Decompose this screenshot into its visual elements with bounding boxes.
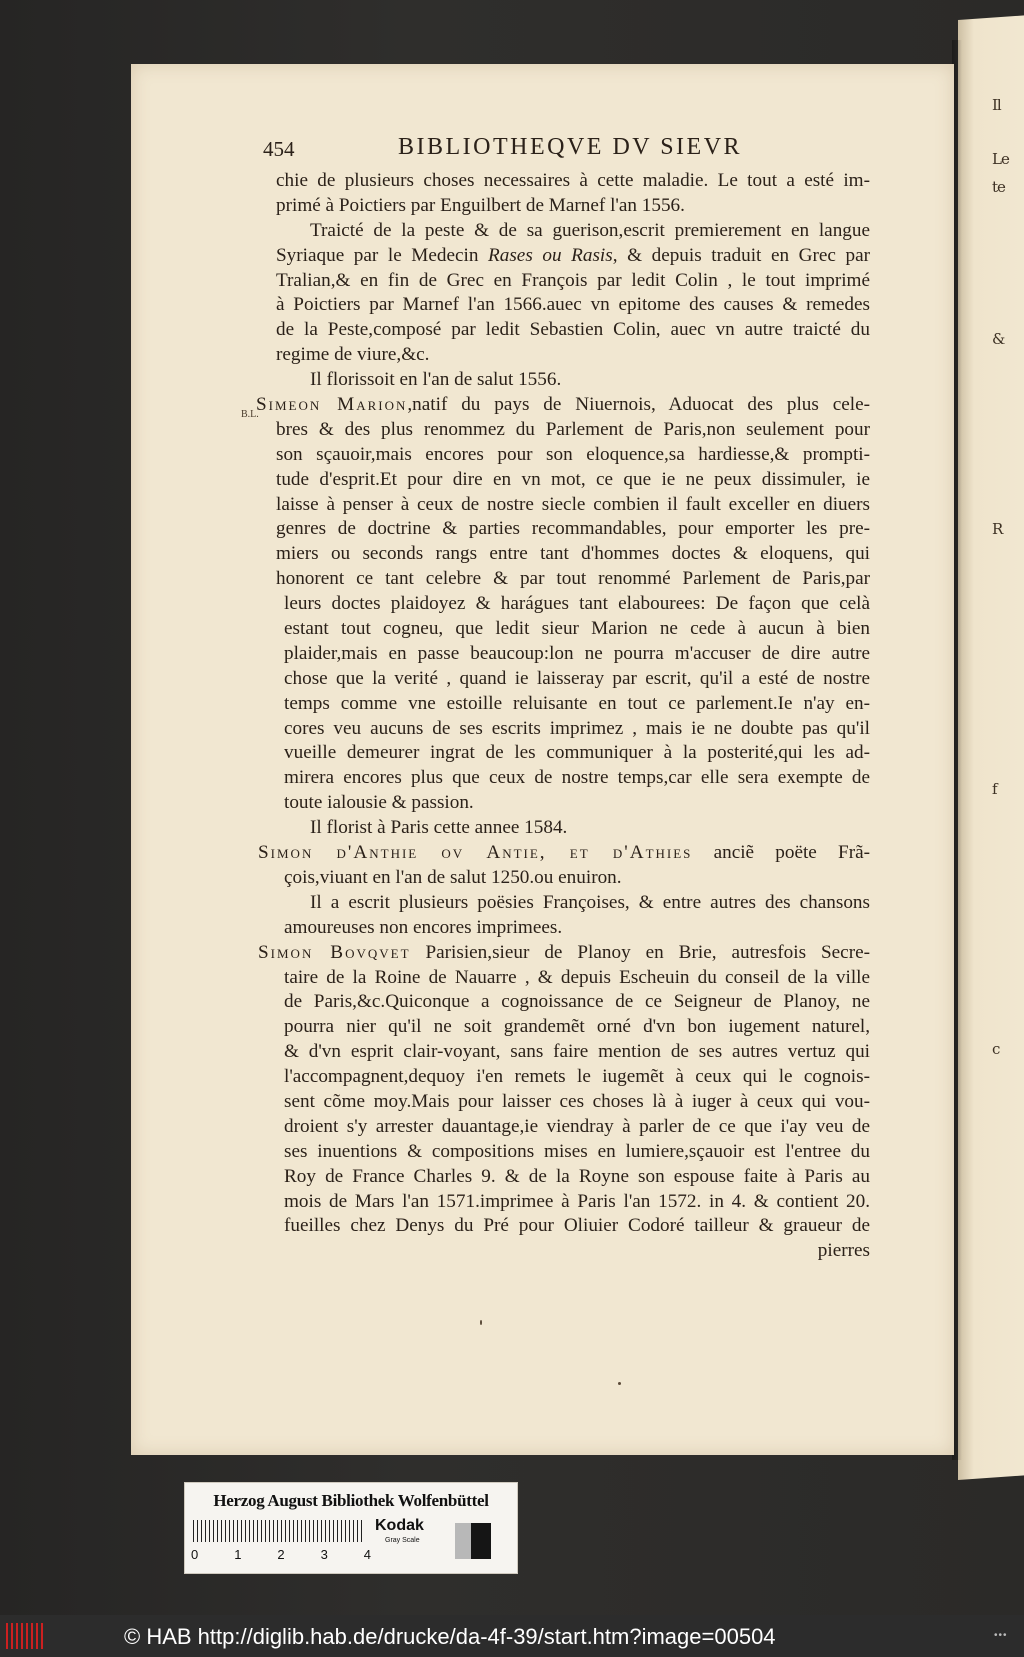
ruler-number: 0 (191, 1547, 199, 1562)
library-label-title: Herzog August Bibliothek Wolfenbüttel (213, 1491, 489, 1510)
gray-swatch (455, 1523, 471, 1559)
text-line: mirera encores plus que ceux de nostre temps,car elle sera exempte de (284, 767, 870, 789)
ruler-number: 3 (320, 1547, 328, 1562)
text-line: l'accompagnent,dequoy i'en remets le iugemẽt à ceux qui le cognois- (284, 1066, 870, 1088)
gray-scale-caption: Gray Scale (385, 1537, 420, 1544)
footer-link[interactable]: © HAB http://diglib.hab.de/drucke/da-4f-39/start.htm?image=00504 (124, 1624, 776, 1649)
text-line: tude d'esprit.Et pour dire en vn mot, ce que ie ne peux dissimuler, ie (276, 468, 870, 490)
text-line: cores veu aucuns de ses escrits imprimez , mais ie ne doubte pas qu'il (284, 717, 870, 739)
page-text (256, 169, 870, 1264)
text-line: de Paris,&c.Quiconque a cognoissance de ce Seigneur de Planoy, ne (284, 991, 870, 1013)
text-line: regime de viure,&c. (276, 344, 430, 366)
text-line: genres de doctrine & parties recommandables, pour emporter les pre- (276, 518, 870, 540)
text-line: Roy de France Charles 9. & de la Royne son espouse faite à Paris au (284, 1165, 870, 1187)
text-line: sent cõme moy.Mais pour laisser ces choses là à iuger à ceux qui vou- (284, 1090, 870, 1112)
text-line: Il florist à Paris cette annee 1584. (310, 817, 568, 839)
footer-bar (0, 1615, 1024, 1657)
entry-name: Simon d'Anthie ov Antie, et d'Athies (258, 842, 693, 864)
text-line: Syriaque par le Medecin Rases ou Rasis, & depuis traduit en Grec par (276, 244, 870, 266)
facing-page-fragment: Le (992, 150, 1009, 168)
text-line: laisse à penser à ceux de nostre siecle combien il fault exceller en diuers (276, 493, 870, 515)
text-line: estant tout cogneu, que ledit sieur Marion ne cede à aucun à bien (284, 618, 870, 640)
text-line: fueilles chez Denys du Pré pour Oliuier Codoré tailleur & graueur de (284, 1215, 870, 1237)
text-line: bres & des plus renommez du Parlement de Paris,non seulement pour (276, 418, 870, 440)
text-line: temps comme vne estoille reluisante en tout ce parlement.Ie n'ay en- (284, 692, 870, 714)
scale-ruler (193, 1520, 365, 1542)
text-line: Traicté de la peste & de sa guerison,escrit premierement en langue (310, 219, 870, 241)
entry-name: Simon Bovqvet (258, 941, 411, 963)
text-line: chose que la verité , quand ie laisseray par escrit, qu'il a esté de nostre (284, 667, 870, 689)
paper-speck (480, 1320, 482, 1325)
text-line: son sçauoir,mais encores pour son eloquence,sa hardiesse,& prompti- (276, 443, 870, 465)
entry-heading-line: Simon Bovqvet Parisien,sieur de Planoy en Brie, autresfois Secre- (258, 941, 870, 963)
facing-page-fragment: f (992, 780, 997, 798)
page-number: 454 (263, 137, 295, 161)
catchword: pierres (817, 1240, 870, 1262)
text-line: mois de Mars l'an 1571.imprimee à Paris l'an 1572. in 4. & contient 20. (284, 1190, 870, 1212)
facing-page-fragment: & (992, 330, 1005, 348)
running-head: BIBLIOTHEQVE DV SIEVR (398, 134, 743, 160)
text-line: ses inuentions & compositions mises en lumiere,sçauoir est l'entree du (284, 1140, 870, 1162)
facing-page-fragment: c (992, 1040, 1000, 1058)
text-line: honorent ce tant celebre & par tout renommé Parlement de Paris,par (276, 568, 870, 590)
entry-heading-line: Simon d'Anthie ov Antie, et d'Athies anciẽ poëte Frã- (258, 842, 870, 864)
black-swatch (471, 1523, 491, 1559)
facing-page-fragment: R (992, 520, 1003, 538)
text-line: leurs doctes plaidoyez & harágues tant elabourees: De façon que celà (284, 593, 870, 615)
hab-logo-icon (6, 1623, 46, 1649)
text-line: Il florissoit en l'an de salut 1556. (310, 369, 562, 391)
text-line: primé à Poictiers par Enguilbert de Marnef l'an 1556. (276, 194, 685, 216)
paper-speck (618, 1382, 621, 1385)
facing-page-edge (958, 14, 1024, 1480)
text-line: taire de la Roine de Nauarre , & depuis Escheuin du conseil de la ville (284, 966, 870, 988)
text-line: chie de plusieurs choses necessaires à cette maladie. Le tout a esté im- (276, 170, 870, 191)
ruler-numbers (191, 1547, 371, 1562)
footer-dots: ••• (994, 1630, 1008, 1641)
entry-name: Simeon Marion (256, 394, 408, 416)
text-line: à Poictiers par Marnef l'an 1566.auec vn epitome des causes & remedes (276, 294, 870, 316)
text-line: plaider,mais en passe beaucoup:lon ne pourra m'accuser de dire autre (284, 642, 870, 664)
ruler-number: 1 (234, 1547, 242, 1562)
text-line: çois,viuant en l'an de salut 1250.ou enuiron. (284, 866, 622, 888)
text-line: de la Peste,composé par ledit Sebastien Colin, auec vn autre traicté du (276, 319, 870, 341)
text-line: Il a escrit plusieurs poësies Françoises, & entre autres des chansons (310, 891, 870, 913)
text-line: miers ou seconds rangs entre tant d'hommes doctes & eloquens, qui (276, 543, 870, 565)
facing-page-fragment: te (992, 178, 1005, 196)
text-line: Tralian,& en fin de Grec en François par ledit Colin , le tout imprimé (276, 269, 870, 291)
entry-heading-line: Simeon Marion,natif du pays de Niuernois, Aduocat des plus cele- (256, 394, 870, 416)
text-line: amoureuses non encores imprimees. (284, 916, 563, 938)
ruler-number: 4 (363, 1547, 371, 1562)
library-color-target (184, 1482, 518, 1574)
kodak-logo: Kodak (375, 1517, 424, 1534)
facing-page-fragment: Il (992, 96, 1001, 114)
text-line: droient s'y arrester dauantage,ie viendray à parler de ce que i'ay veu de (284, 1115, 870, 1137)
ruler-number: 2 (277, 1547, 285, 1562)
text-line: toute ialousie & passion. (284, 792, 474, 814)
margin-note: B.L. (241, 409, 259, 420)
text-line: & d'vn esprit clair-voyant, sans faire mention de ses autres vertuz qui (284, 1041, 870, 1063)
text-line: vueille demeurer ingrat de les communiquer à la posterité,qui les ad- (284, 742, 870, 764)
text-line: pourra nier qu'il ne soit grandemẽt orné d'vn bon iugement naturel, (284, 1016, 870, 1038)
